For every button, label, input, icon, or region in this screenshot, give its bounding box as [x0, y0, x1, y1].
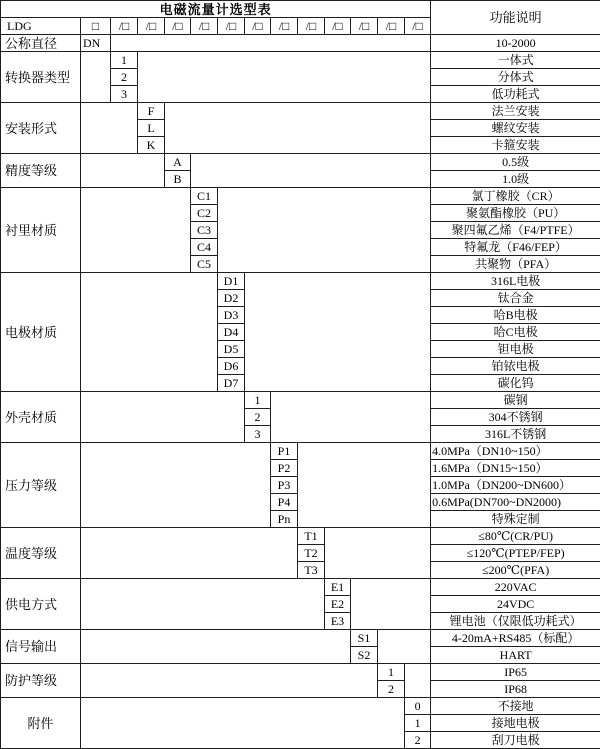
model-slot: /□	[111, 18, 138, 35]
category-label: 安装形式	[1, 103, 81, 154]
category-label: 外壳材质	[1, 392, 81, 443]
option-code: T3	[298, 562, 325, 579]
option-code: C2	[191, 205, 218, 222]
model-first-slot: □	[81, 18, 111, 35]
spacer-cell	[81, 392, 245, 443]
option-code: P4	[271, 494, 298, 511]
option-description: 220VAC	[431, 579, 600, 596]
model-slot: /□	[165, 18, 191, 35]
model-slot: /□	[351, 18, 378, 35]
option-code: S1	[351, 630, 378, 647]
category-label: 压力等级	[1, 443, 81, 528]
option-code: 3	[245, 426, 271, 443]
option-description: 10-2000	[431, 35, 600, 52]
option-code: P1	[271, 443, 298, 460]
option-description: 锂电池（仅限低功耗式）	[431, 613, 600, 630]
option-description: 哈C电极	[431, 324, 600, 341]
option-description: 共聚物（PFA）	[431, 256, 600, 273]
model-slot: /□	[271, 18, 298, 35]
option-code: P2	[271, 460, 298, 477]
option-description: 哈B电极	[431, 307, 600, 324]
option-code: T1	[298, 528, 325, 545]
option-code: D6	[218, 358, 245, 375]
model-slot: /□	[405, 18, 431, 35]
spacer-cell	[298, 443, 431, 528]
spacer-cell	[81, 528, 298, 579]
option-code: C5	[191, 256, 218, 273]
option-description: 聚四氟乙烯（F4/PTFE）	[431, 222, 600, 239]
option-description: 不接地	[431, 698, 600, 715]
spacer-cell	[271, 392, 431, 443]
model-slot: /□	[325, 18, 351, 35]
category-label: 附件	[1, 698, 81, 749]
option-code: D3	[218, 307, 245, 324]
option-code: D7	[218, 375, 245, 392]
option-code: 2	[378, 681, 405, 698]
option-code: 1	[111, 52, 138, 69]
category-label: 精度等级	[1, 154, 81, 188]
option-description: 4.0MPa（DN10~150）	[431, 443, 600, 460]
option-description: 24VDC	[431, 596, 600, 613]
option-description: 卡箍安装	[431, 137, 600, 154]
option-description: 钽电极	[431, 341, 600, 358]
spacer-cell	[81, 273, 218, 392]
option-code: 1	[245, 392, 271, 409]
function-description-header: 功能说明	[431, 1, 600, 35]
spacer-cell	[405, 664, 431, 698]
option-code: 2	[245, 409, 271, 426]
spacer-cell	[111, 35, 431, 52]
option-code: A	[165, 154, 191, 171]
option-description: ≤200℃(PFA)	[431, 562, 600, 579]
option-code: 2	[111, 69, 138, 86]
option-description: 4-20mA+RS485（标配）	[431, 630, 600, 647]
option-code: P3	[271, 477, 298, 494]
spacer-cell	[245, 273, 431, 392]
category-label: 衬里材质	[1, 188, 81, 273]
model-slot: /□	[218, 18, 245, 35]
option-code: D1	[218, 273, 245, 290]
spacer-cell	[81, 154, 165, 188]
spacer-cell	[81, 188, 191, 273]
option-code: 2	[405, 732, 431, 749]
spacer-cell	[378, 630, 431, 664]
option-code: E2	[325, 596, 351, 613]
spacer-cell	[191, 154, 431, 188]
option-code: K	[138, 137, 165, 154]
model-slot: /□	[298, 18, 325, 35]
option-description: 碳化钨	[431, 375, 600, 392]
option-description: 刮刀电极	[431, 732, 600, 749]
option-code: 1	[405, 715, 431, 732]
model-slot: /□	[138, 18, 165, 35]
option-code: L	[138, 120, 165, 137]
option-description: 螺纹安装	[431, 120, 600, 137]
option-description: 接地电极	[431, 715, 600, 732]
option-description: 聚氨酯橡胶（PU）	[431, 205, 600, 222]
option-description: ≤120℃(PTEP/FEP)	[431, 545, 600, 562]
spacer-cell	[81, 698, 405, 749]
option-description: IP65	[431, 664, 600, 681]
option-code: 1	[378, 664, 405, 681]
option-code: C4	[191, 239, 218, 256]
option-description: 铂铱电极	[431, 358, 600, 375]
category-label: 供电方式	[1, 579, 81, 630]
option-description: 低功耗式	[431, 86, 600, 103]
option-code: C1	[191, 188, 218, 205]
spacer-cell	[351, 579, 431, 630]
option-description: 1.0级	[431, 171, 600, 188]
spacer-cell	[81, 630, 351, 664]
option-description: 1.0MPa（DN200~DN600）	[431, 477, 600, 494]
option-description: 法兰安装	[431, 103, 600, 120]
option-description: 钛合金	[431, 290, 600, 307]
option-code: T2	[298, 545, 325, 562]
option-description: 特殊定制	[431, 511, 600, 528]
spacer-cell	[81, 579, 325, 630]
model-slot: /□	[378, 18, 405, 35]
option-description: 316L不锈钢	[431, 426, 600, 443]
option-code: D5	[218, 341, 245, 358]
option-code: E3	[325, 613, 351, 630]
spacer-cell	[138, 52, 431, 103]
model-prefix: LDG	[1, 18, 81, 35]
option-code: 0	[405, 698, 431, 715]
option-code: Pn	[271, 511, 298, 528]
option-description: 分体式	[431, 69, 600, 86]
option-code: 3	[111, 86, 138, 103]
spacer-cell	[81, 443, 271, 528]
option-description: 1.6MPa（DN15~150）	[431, 460, 600, 477]
option-code: C3	[191, 222, 218, 239]
option-description: 316L电极	[431, 273, 600, 290]
option-code: E1	[325, 579, 351, 596]
table-title: 电磁流量计选型表	[1, 1, 431, 18]
option-code: D4	[218, 324, 245, 341]
spacer-cell	[81, 664, 378, 698]
option-code: D2	[218, 290, 245, 307]
model-slot: /□	[245, 18, 271, 35]
spacer-cell	[218, 188, 431, 273]
model-slot: /□	[191, 18, 218, 35]
spacer-cell	[81, 52, 111, 103]
option-description: 碳钢	[431, 392, 600, 409]
category-label: 信号输出	[1, 630, 81, 664]
spacer-cell	[81, 103, 138, 154]
category-label: 公称直径	[1, 35, 81, 52]
option-code: S2	[351, 647, 378, 664]
option-description: 氯丁橡胶（CR）	[431, 188, 600, 205]
option-code: B	[165, 171, 191, 188]
category-label: 温度等级	[1, 528, 81, 579]
category-label: 防护等级	[1, 664, 81, 698]
option-description: 304不锈钢	[431, 409, 600, 426]
diameter-code: DN	[81, 35, 111, 52]
option-code: F	[138, 103, 165, 120]
category-label: 电极材质	[1, 273, 81, 392]
option-description: ≤80℃(CR/PU)	[431, 528, 600, 545]
option-description: 特氟龙（F46/FEP）	[431, 239, 600, 256]
spacer-cell	[325, 528, 431, 579]
spacer-cell	[165, 103, 431, 154]
category-label: 转换器类型	[1, 52, 81, 103]
option-description: 一体式	[431, 52, 600, 69]
option-description: 0.5级	[431, 154, 600, 171]
option-description: 0.6MPa(DN700~DN2000)	[431, 494, 600, 511]
option-description: IP68	[431, 681, 600, 698]
option-description: HART	[431, 647, 600, 664]
